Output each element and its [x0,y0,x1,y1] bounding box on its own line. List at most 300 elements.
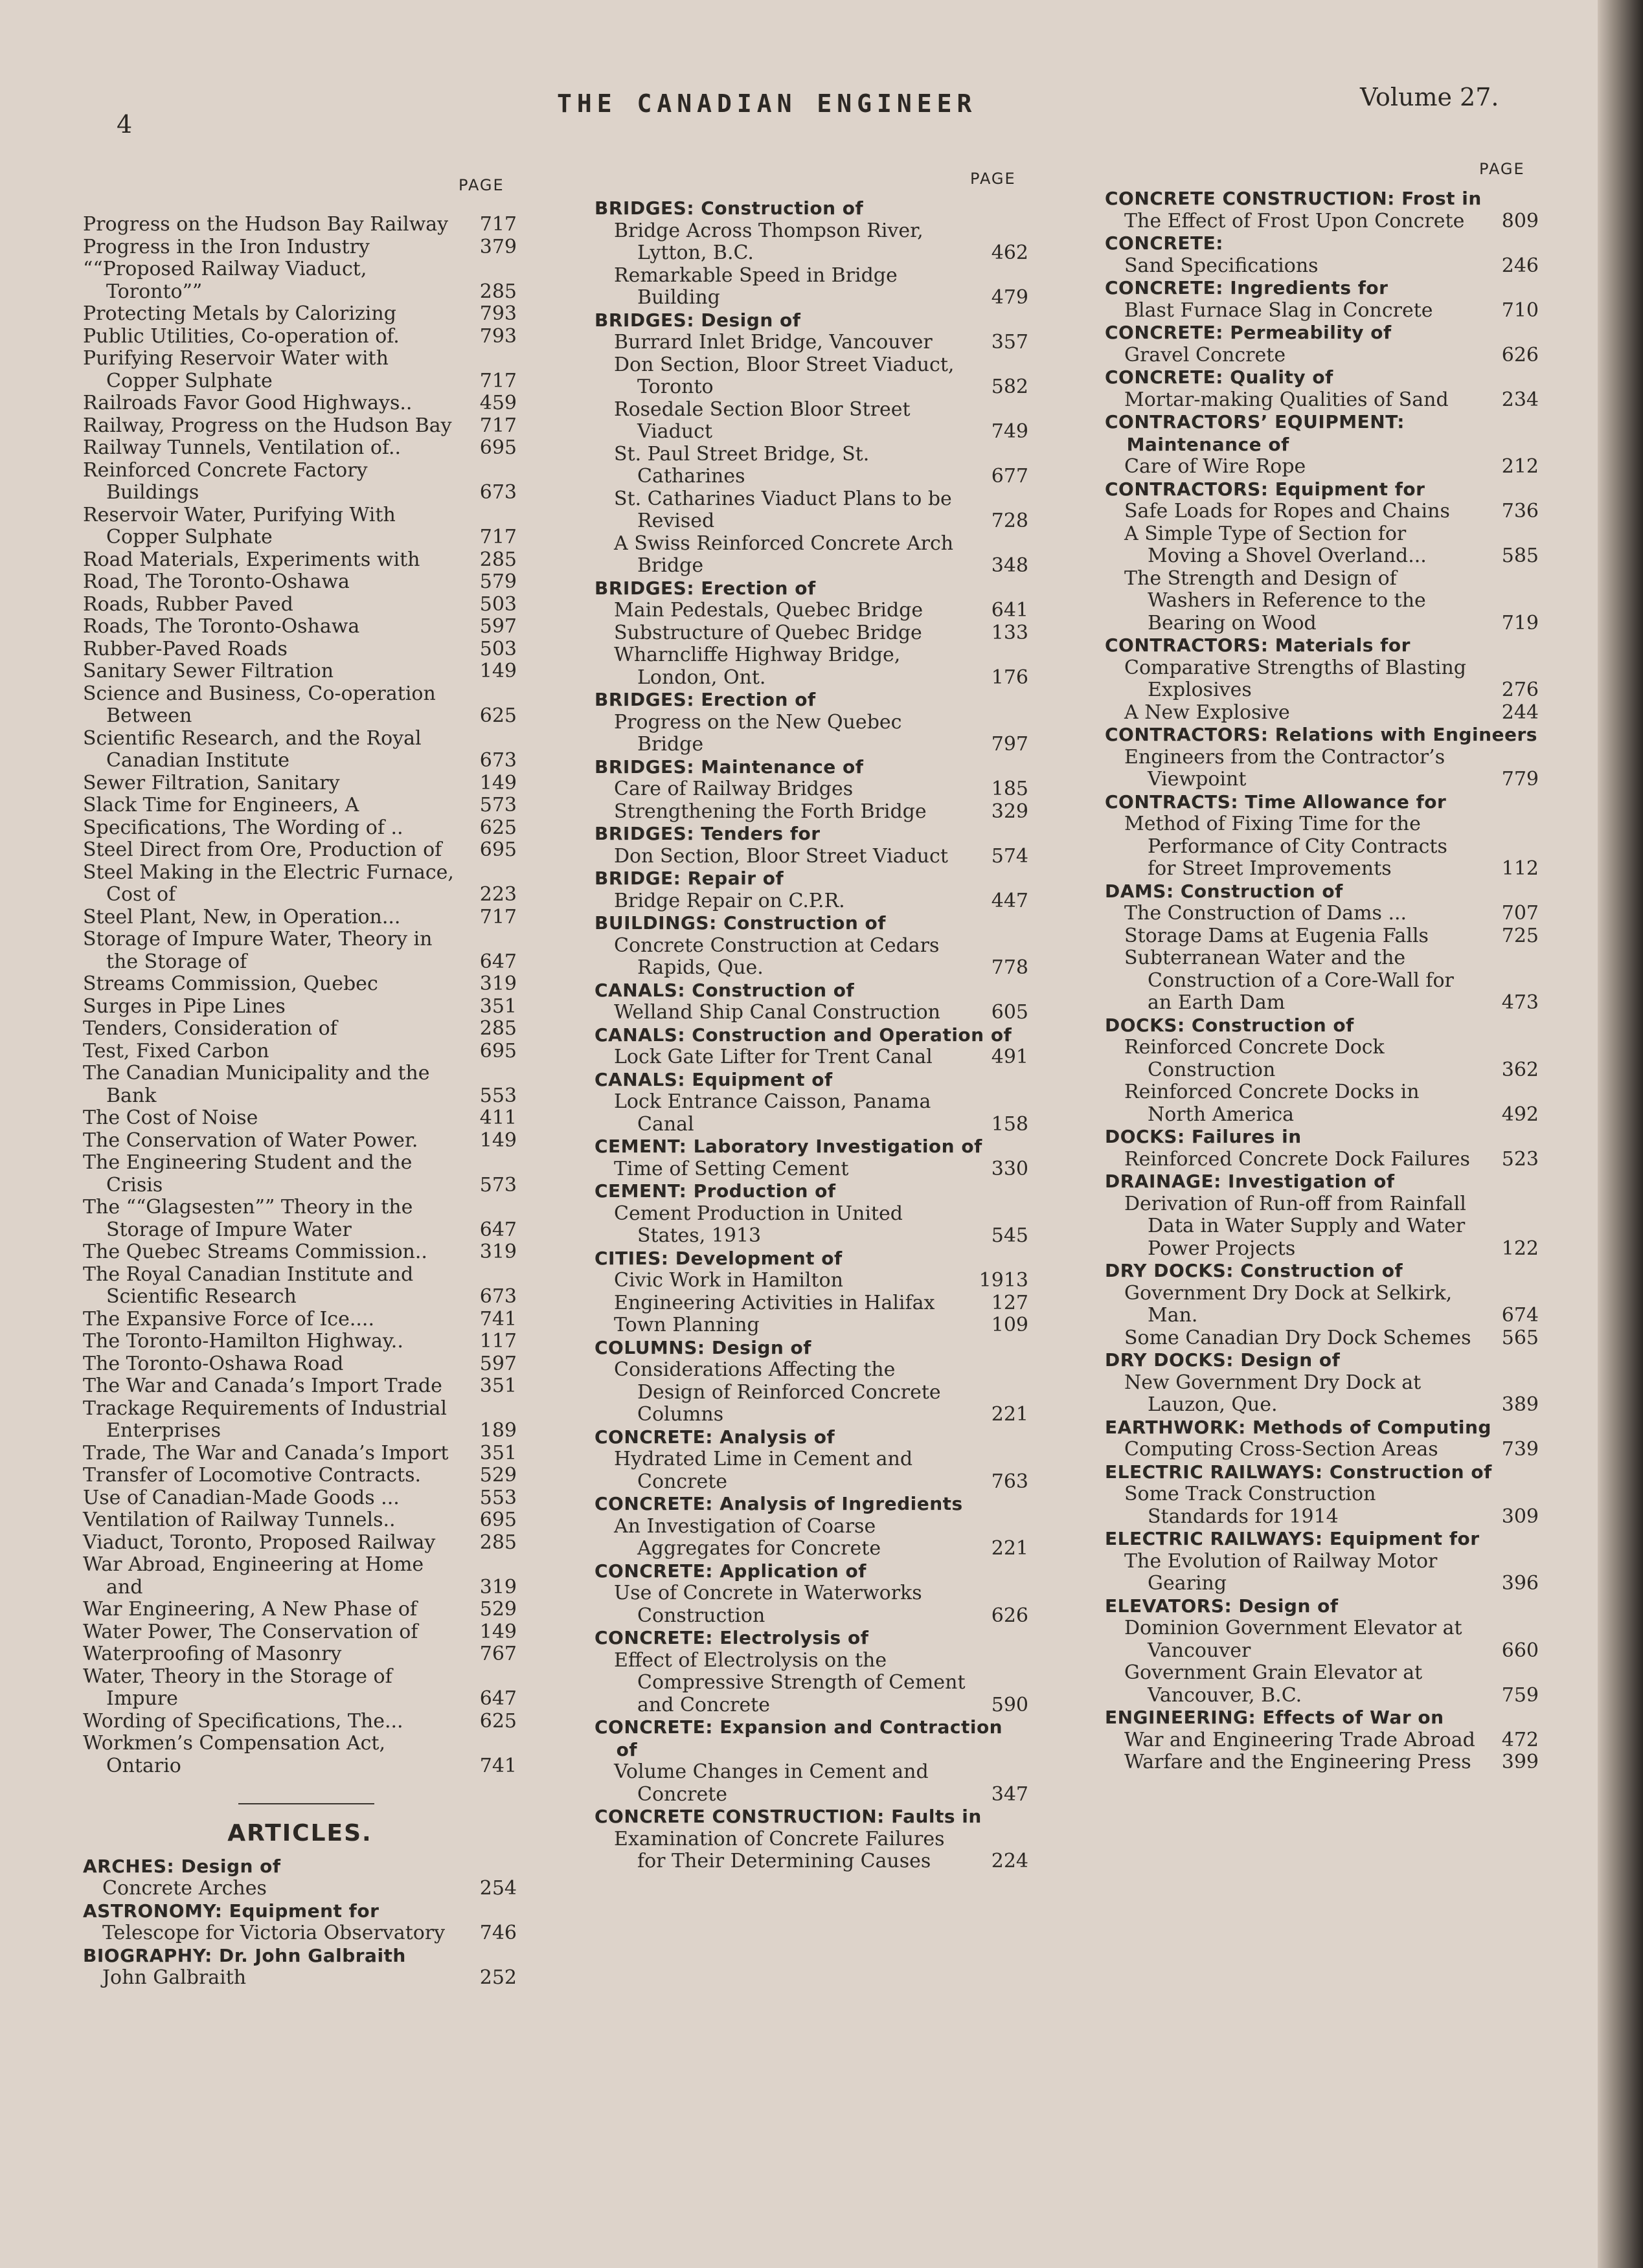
entry-page: 399 [1501,1751,1539,1773]
entry-page: 285 [479,1017,517,1040]
index-entry [595,399,1028,443]
index-entry [1105,1662,1539,1707]
index-entry [1105,523,1539,568]
entry-page: 749 [991,420,1028,443]
entry-page: 741 [479,1754,517,1777]
index-entry [83,906,517,929]
entry-page: 491 [991,1046,1028,1068]
entry-page: 212 [1501,455,1539,478]
entry-title: Progress on the New Quebec Bridge [614,710,902,756]
index-entry [1105,702,1539,724]
entry-title: Concrete Construction at Cedars Rapids, Que. [614,934,940,979]
index-entry [83,928,517,973]
entry-page: 597 [479,1352,517,1375]
entry-title: Substructure of Quebec Bridge [614,621,922,644]
index-entry [83,1264,517,1308]
entry-title: The Canadian Municipality and the Bank [83,1062,430,1107]
page-column-header: PAGE [1479,160,1525,178]
entry-page: 605 [991,1001,1028,1024]
index-entry [83,996,517,1018]
subject-heading: DRAINAGE: Investigation of [1105,1171,1395,1192]
index-entry [83,1241,517,1264]
entry-title: Derivation of Run-off from Rainfall Data in Water Supply and Water Power Projects [1124,1192,1466,1260]
index-entry [83,214,517,236]
entry-title: Scientific Research, and the Royal Canadian Institute [83,726,422,772]
entry-title: Lock Gate Lifter for Trent Canal [614,1046,933,1068]
subject-heading: BRIDGES: Design of [595,309,801,331]
entry-title: Considerations Affecting the Design of Reinforced Concrete Columns [614,1358,941,1426]
index-column-1 [83,214,517,1990]
index-entry [83,1487,517,1510]
entry-page: 625 [479,816,517,839]
entry-page: 573 [479,1173,517,1196]
entry-page: 553 [479,1084,517,1107]
index-entry [83,437,517,460]
index-entry [83,594,517,616]
entry-page: 719 [1501,611,1539,634]
entry-page: 710 [1501,298,1539,322]
index-entry [595,331,1028,354]
entry-page: 695 [479,436,517,459]
entry-title: The Evolution of Railway Motor Gearing [1124,1549,1438,1595]
index-entry [1105,500,1539,523]
entry-title: War Engineering, A New Phase of [83,1598,418,1621]
entry-title: The Royal Canadian Institute and Scientific Research [83,1263,414,1308]
index-entry [83,728,517,772]
entry-page: 244 [1501,701,1539,724]
entry-title: ““Proposed Railway Viaduct, Toronto”” [83,258,367,303]
entry-title: Roads, The Toronto-Oshawa [83,615,360,638]
entry-page: 319 [479,1575,517,1599]
index-entry [1105,925,1539,948]
entry-title: A Swiss Reinforced Concrete Arch Bridge [614,532,954,577]
entry-title: Specifications, The Wording of .. [83,816,403,839]
subject-heading: CONCRETE: Permeability of [1105,322,1392,343]
entry-page: 362 [1501,1058,1539,1081]
entry-page: 746 [479,1922,517,1944]
entry-page: 189 [479,1419,517,1442]
entry-title: A Simple Type of Section for Moving a Shovel Overland... [1124,522,1427,567]
subject-heading: ARCHES: Design of [83,1855,281,1877]
subject-heading: CONCRETE: Ingredients for [1105,277,1388,298]
entry-page: 221 [991,1537,1028,1560]
entry-page: 673 [479,481,517,504]
entry-title: A New Explosive [1124,701,1290,724]
subject-heading: CANALS: Construction of [595,979,855,1001]
subject-heading: DRY DOCKS: Construction of [1105,1260,1403,1281]
entry-title: Steel Direct from Ore, Production of [83,838,442,861]
subject-heading: ELECTRIC RAILWAYS: Equipment for [1105,1528,1480,1549]
index-entry [1105,813,1539,881]
page-number: 4 [117,110,133,139]
index-entry [595,622,1028,645]
entry-page: 109 [991,1314,1028,1336]
entry-page: 379 [479,235,517,258]
entry-title: Care of Wire Rope [1124,455,1306,478]
entry-title: Don Section, Bloor Street Viaduct, Toronto [614,353,955,398]
subject-heading: CANALS: Construction and Operation of [595,1024,1012,1046]
entry-title: The Toronto-Oshawa Road [83,1352,344,1375]
index-entry [595,265,1028,309]
entry-page: 717 [479,905,517,928]
subject-heading: DRY DOCKS: Design of [1105,1349,1341,1371]
entry-title: Mortar-making Qualities of Sand [1124,388,1449,411]
entry-page: 793 [479,302,517,325]
entry-page: 411 [479,1106,517,1129]
index-entry [595,1203,1028,1248]
index-entry [83,1375,517,1398]
index-entry [595,1270,1028,1292]
entry-title: Viaduct, Toronto, Proposed Railway [83,1531,436,1554]
index-entry [83,303,517,326]
subject-heading: CONCRETE: Analysis of [595,1426,835,1448]
section-divider [238,1803,374,1804]
subject-heading: CITIES: Development of [595,1247,843,1269]
entry-page: 778 [991,956,1028,979]
index-entry [83,1532,517,1555]
entry-page: 736 [1501,500,1539,522]
index-entry [1105,1729,1539,1752]
entry-title: Ventilation of Railway Tunnels.. [83,1509,396,1531]
entry-page: 347 [991,1782,1028,1806]
index-entry [1105,300,1539,322]
index-entry [83,1621,517,1644]
entry-page: 348 [991,554,1028,577]
entry-page: 728 [991,510,1028,532]
index-entry [595,846,1028,868]
entry-page: 565 [1501,1326,1539,1349]
subject-heading: CONTRACTORS: Materials for [1105,634,1411,656]
entry-title: Railway, Progress on the Hudson Bay [83,414,452,437]
entry-page: 809 [1501,209,1539,232]
entry-title: Civic Work in Hamilton [614,1269,843,1292]
index-entry [83,258,517,303]
entry-title: The Quebec Streams Commission.. [83,1241,427,1263]
entry-page: 351 [479,1375,517,1397]
index-entry [1105,1327,1539,1350]
index-entry [1105,903,1539,925]
entry-title: Don Section, Bloor Street Viaduct [614,844,948,868]
entry-title: Slack Time for Engineers, A [83,794,359,816]
entry-page: 309 [1501,1505,1539,1528]
entry-page: 472 [1501,1728,1539,1751]
subject-heading: BRIDGE: Repair of [595,868,784,889]
entry-title: St. Paul Street Bridge, St. Catharines [614,442,870,488]
index-entry [83,236,517,259]
index-entry [83,817,517,840]
entry-title: Dominion Government Elevator at Vancouver [1124,1617,1462,1662]
entry-page: 797 [991,733,1028,756]
index-entry [1105,1551,1539,1595]
entry-title: Reinforced Concrete Factory Buildings [83,458,368,504]
index-entry [595,488,1028,533]
articles-heading: ARTICLES. [227,1820,372,1847]
index-entry [83,1152,517,1196]
index-column-2 [595,197,1028,1873]
entry-page: 462 [991,241,1028,264]
subject-heading: DAMS: Construction of [1105,880,1343,902]
index-entry [595,1650,1028,1717]
subject-heading: CEMENT: Production of [595,1180,836,1202]
entry-title: Protecting Metals by Calorizing [83,302,396,325]
subject-heading: COLUMNS: Design of [595,1336,811,1358]
entry-page: 149 [479,1128,517,1152]
index-entry [83,1878,517,1900]
entry-page: 276 [1501,679,1539,701]
entry-page: 647 [479,1218,517,1241]
entry-page: 503 [479,637,517,660]
subject-heading: BRIDGES: Construction of [595,197,864,219]
entry-title: Gravel Concrete [1124,343,1286,366]
entry-page: 149 [479,1620,517,1643]
entry-title: Warfare and the Engineering Press [1124,1751,1471,1773]
entry-title: The War and Canada’s Import Trade [83,1375,442,1397]
index-entry [595,1002,1028,1024]
index-entry [595,354,1028,399]
entry-page: 396 [1501,1572,1539,1595]
index-entry [595,1516,1028,1560]
index-entry [83,549,517,572]
subject-heading: CANALS: Equipment of [595,1068,833,1090]
index-entry [83,772,517,795]
entry-title: Storage of Impure Water, Theory in the Storage of [83,928,433,973]
entry-page: 574 [991,844,1028,868]
index-entry [83,392,517,415]
entry-title: Reinforced Concrete Docks in North America [1124,1081,1420,1126]
index-entry [83,571,517,594]
subject-heading: CEMENT: Laboratory Investigation of [595,1136,982,1157]
page-column-header: PAGE [459,176,504,194]
entry-page: 1913 [979,1269,1028,1292]
entry-page: 329 [991,800,1028,823]
entry-title: Main Pedestals, Quebec Bridge [614,599,923,622]
index-entry [83,1353,517,1376]
entry-page: 389 [1501,1393,1539,1416]
entry-page: 779 [1501,768,1539,791]
entry-page: 127 [991,1291,1028,1314]
entry-title: Use of Concrete in Waterworks Construction [614,1582,922,1627]
entry-page: 717 [479,526,517,548]
entry-title: Computing Cross-Section Areas [1124,1438,1438,1461]
index-entry [83,1330,517,1353]
index-entry [595,443,1028,488]
index-entry [595,600,1028,622]
entry-title: Engineers from the Contractor’s Viewpoint [1124,745,1445,791]
index-entry [83,660,517,683]
entry-page: 707 [1501,902,1539,925]
index-entry [1105,1193,1539,1261]
index-entry [1105,947,1539,1015]
entry-page: 585 [1501,545,1539,567]
entry-title: Hydrated Lime in Cement and Concrete [614,1448,913,1493]
index-entry [83,1443,517,1465]
entry-title: Comparative Strengths of Blasting Explosives [1124,656,1467,701]
entry-title: Sewer Filtration, Sanitary [83,771,340,794]
entry-page: 185 [991,778,1028,800]
entry-title: Government Grain Elevator at Vancouver, B.C. [1124,1661,1423,1707]
running-title: THE CANADIAN ENGINEER [557,89,977,118]
index-entry [83,1107,517,1130]
index-entry [83,1130,517,1152]
index-entry [83,326,517,348]
entry-page: 122 [1501,1237,1539,1260]
entry-title: Rubber-Paved Roads [83,637,288,660]
entry-page: 741 [479,1307,517,1330]
entry-page: 285 [479,280,517,303]
subject-heading: CONCRETE: Quality of [1105,366,1333,388]
index-entry [1105,1439,1539,1461]
entry-page: 459 [479,392,517,414]
subject-heading: ELEVATORS: Design of [1105,1595,1339,1617]
index-entry [83,1643,517,1666]
subject-heading: DOCKS: Construction of [1105,1014,1354,1036]
entry-page: 285 [479,1531,517,1554]
entry-page: 573 [479,794,517,816]
entry-title: Wharncliffe Highway Bridge, London, Ont. [614,644,901,689]
entry-page: 717 [479,213,517,236]
index-entry [83,1398,517,1443]
index-entry [1105,1037,1539,1081]
entry-title: War Abroad, Engineering at Home and [83,1553,424,1599]
entry-title: Telescope for Victoria Observatory [102,1922,446,1944]
page-edge-shadow [1598,0,1643,2268]
index-entry [1105,255,1539,278]
entry-page: 246 [1501,254,1539,277]
subject-heading: CONTRACTORS: Relations with Engineers [1105,724,1537,745]
entry-title: The Construction of Dams ... [1124,902,1407,925]
entry-page: 149 [479,660,517,682]
index-entry [595,220,1028,265]
subject-heading: BRIDGES: Erection of [595,689,816,710]
subject-heading: ELECTRIC RAILWAYS: Construction of [1105,1461,1492,1483]
entry-page: 133 [991,621,1028,644]
entry-title: St. Catharines Viaduct Plans to be Revised [614,487,952,532]
entry-page: 739 [1501,1438,1539,1461]
entry-page: 545 [991,1224,1028,1247]
entry-page: 254 [479,1877,517,1900]
index-entry [83,794,517,817]
entry-title: Progress in the Iron Industry [83,235,370,258]
index-entry [595,644,1028,689]
entry-title: Reservoir Water, Purifying With Copper Sulphate [83,503,396,548]
entry-title: Transfer of Locomotive Contracts. [83,1464,422,1487]
subject-heading: DOCKS: Failures in [1105,1126,1302,1147]
entry-title: Sand Specifications [1124,254,1319,277]
entry-title: Railroads Favor Good Highways.. [83,392,413,414]
entry-title: Some Track Construction Standards for 1914 [1124,1483,1376,1528]
entry-page: 695 [479,1039,517,1062]
entry-title: Road, The Toronto-Oshawa [83,570,350,593]
entry-title: Town Planning [614,1314,760,1336]
entry-page: 479 [991,286,1028,309]
entry-page: 625 [479,704,517,727]
entry-title: Science and Business, Co-operation Between [83,682,436,727]
subject-heading: CONCRETE: Application of [595,1560,867,1582]
index-entry [1105,1751,1539,1774]
entry-title: Blast Furnace Slag in Concrete [1124,298,1433,322]
index-entry [1105,344,1539,367]
entry-page: 673 [479,1285,517,1308]
entry-page: 158 [991,1112,1028,1136]
subject-heading: BIOGRAPHY: Dr. John Galbraith [83,1944,406,1966]
entry-title: Concrete Arches [102,1877,267,1900]
entry-title: Surges in Pipe Lines [83,994,286,1018]
index-entry [595,712,1028,756]
entry-page: 529 [479,1598,517,1621]
entry-page: 641 [991,599,1028,622]
entry-title: Strengthening the Forth Bridge [614,800,927,823]
entry-title: The Strength and Design of Washers in Reference to the Bearing on Wood [1124,567,1426,634]
entry-title: New Government Dry Dock at Lauzon, Que. [1124,1371,1422,1416]
subject-heading: BUILDINGS: Construction of [595,912,886,934]
entry-title: An Investigation of Coarse Aggregates for Concrete [614,1514,881,1560]
entry-title: Care of Railway Bridges [614,778,854,800]
index-entry [595,1158,1028,1181]
entry-title: The ““Glagsesten”” Theory in the Storage of Impure Water [83,1196,413,1241]
entry-title: War and Engineering Trade Abroad [1124,1728,1475,1751]
entry-title: Tenders, Consideration of [83,1017,337,1040]
entry-title: Water Power, The Conservation of [83,1620,418,1643]
entry-page: 625 [479,1709,517,1733]
index-entry [1105,1483,1539,1528]
index-entry [83,504,517,549]
entry-title: Welland Ship Canal Construction [614,1001,940,1024]
entry-title: Trade, The War and Canada’s Import [83,1441,449,1465]
entry-title: Rosedale Section Bloor Street Viaduct [614,398,911,443]
index-entry [1105,389,1539,412]
entry-title: Government Dry Dock at Selkirk, Man. [1124,1281,1453,1327]
entry-title: Lock Entrance Caisson, Panama Canal [614,1090,931,1136]
entry-page: 597 [479,615,517,638]
subject-heading: CONTRACTORS: Equipment for [1105,478,1425,500]
subject-heading: ENGINEERING: Effects of War on [1105,1707,1444,1728]
entry-page: 319 [479,972,517,995]
entry-page: 221 [991,1403,1028,1426]
index-entry [83,1465,517,1487]
index-entry [83,616,517,638]
entry-page: 285 [479,548,517,571]
subject-heading: CONCRETE: [1105,232,1223,254]
entry-page: 330 [991,1157,1028,1180]
subject-heading: CONCRETE: Analysis of Ingredients [595,1493,963,1514]
entry-title: Some Canadian Dry Dock Schemes [1124,1326,1471,1349]
index-entry [83,839,517,862]
entry-page: 717 [479,369,517,392]
entry-title: Water, Theory in the Storage of Impure [83,1665,392,1710]
index-column-3 [1105,188,1539,1774]
index-entry [83,638,517,661]
index-entry [83,1666,517,1711]
entry-page: 647 [479,1687,517,1710]
index-entry [595,778,1028,801]
index-entry [83,1711,517,1733]
index-entry [1105,210,1539,233]
entry-page: 725 [1501,924,1539,947]
entry-title: Railway Tunnels, Ventilation of.. [83,436,402,459]
entry-title: Road Materials, Experiments with [83,548,420,571]
entry-title: Bridge Repair on C.P.R. [614,889,845,912]
index-entry [1105,1081,1539,1126]
entry-page: 112 [1501,857,1539,880]
entry-title: Sanitary Sewer Filtration [83,660,334,682]
entry-title: Remarkable Speed in Bridge Building [614,264,898,309]
entry-page: 695 [479,1509,517,1531]
entry-title: Effect of Electrolysis on the Compressive Strength of Cement and Concrete [614,1648,966,1716]
index-entry [1105,568,1539,635]
index-entry [595,1828,1028,1873]
subject-heading: CONCRETE CONSTRUCTION: Frost in [1105,188,1482,209]
index-entry [595,890,1028,913]
